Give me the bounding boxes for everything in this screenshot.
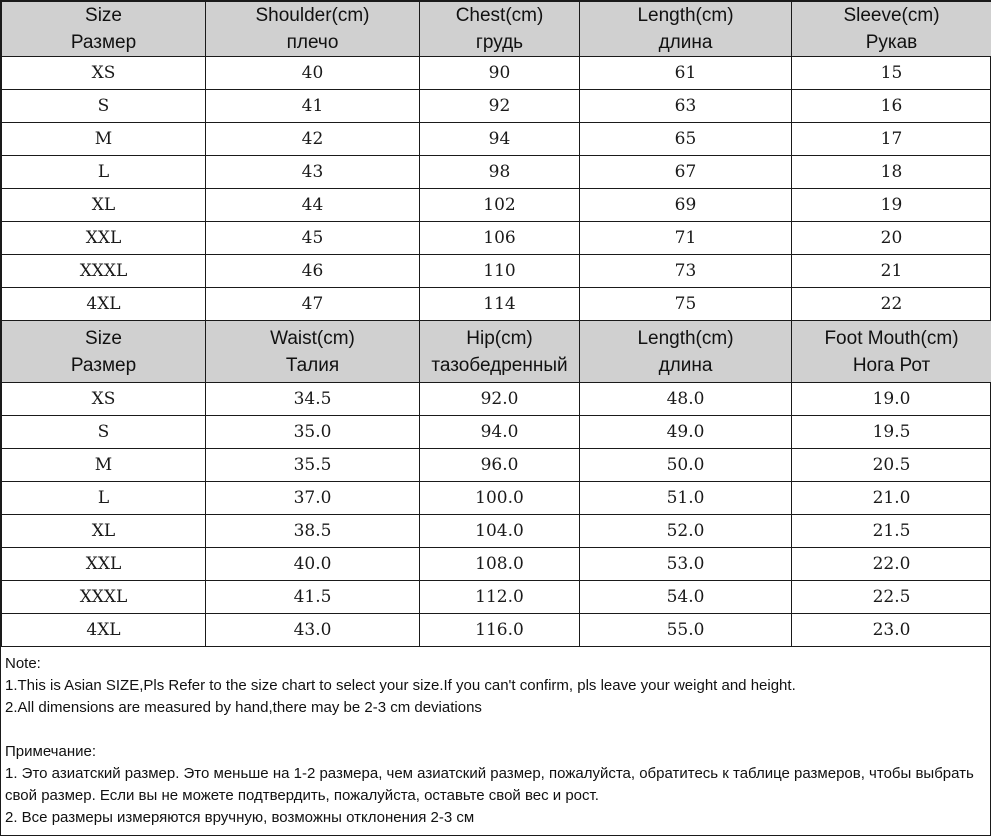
table2-header-col-5 [792, 321, 991, 383]
table-cell: 19.0 [792, 383, 991, 416]
table-cell: 46 [206, 255, 420, 288]
table-cell: 20.5 [792, 449, 991, 482]
table-cell: 40 [206, 57, 420, 90]
table-cell: 116.0 [420, 614, 580, 647]
table-cell: 43 [206, 156, 420, 189]
table-row [2, 548, 991, 581]
table1-header-col-5 [792, 2, 991, 57]
table-cell: 41 [206, 90, 420, 123]
table-cell: 104.0 [420, 515, 580, 548]
table-cell: 37.0 [206, 482, 420, 515]
header-label: Талия [285, 354, 340, 376]
notes-title-en: Note: [5, 655, 41, 672]
table-cell: XS [2, 383, 206, 416]
table-cell: 38.5 [206, 515, 420, 548]
table-cell: S [2, 90, 206, 123]
table-cell: 63 [580, 90, 792, 123]
table-cell: L [2, 156, 206, 189]
table-cell: XXXL [2, 581, 206, 614]
header-label: плечо [286, 32, 339, 53]
table-cell: 22.5 [792, 581, 991, 614]
table-cell: 16 [792, 90, 991, 123]
table-cell: 67 [580, 156, 792, 189]
table-row [2, 123, 991, 156]
header-label: Рукав [865, 32, 918, 53]
table-cell: 108.0 [420, 548, 580, 581]
table-cell: 98 [420, 156, 580, 189]
table-row [2, 581, 991, 614]
table-cell: 34.5 [206, 383, 420, 416]
table1-header-col-2 [206, 2, 420, 57]
table-cell: 21.5 [792, 515, 991, 548]
table-cell: 102 [420, 189, 580, 222]
table-cell: 53.0 [580, 548, 792, 581]
table-row [2, 255, 991, 288]
header-label: длина [658, 354, 713, 376]
table-cell: 106 [420, 222, 580, 255]
table-cell: 55.0 [580, 614, 792, 647]
table-cell: 61 [580, 57, 792, 90]
table-cell: 52.0 [580, 515, 792, 548]
table-row [2, 614, 991, 647]
size-chart-table [1, 1, 991, 647]
table-cell: 45 [206, 222, 420, 255]
header-label: Chest(cm) [455, 5, 544, 26]
notes-title-ru: Примечание: [5, 743, 96, 760]
table-cell: L [2, 482, 206, 515]
notes-section [1, 648, 990, 829]
table-row [2, 515, 991, 548]
header-label: Waist(cm) [270, 327, 355, 349]
table-cell: XL [2, 189, 206, 222]
table-row [2, 90, 991, 123]
table2-header-col-3 [420, 321, 580, 383]
table-cell: XL [2, 515, 206, 548]
header-label: длина [658, 32, 713, 53]
table-row [2, 416, 991, 449]
table-row [2, 189, 991, 222]
table-cell: 41.5 [206, 581, 420, 614]
table1-header-size [2, 2, 206, 57]
header-label: Размер [70, 32, 137, 53]
table-cell: XS [2, 57, 206, 90]
header-label: Shoulder(cm) [255, 5, 370, 26]
table-cell: 4XL [2, 288, 206, 321]
header-label: тазобедренный [431, 354, 568, 376]
note-ru-1: 1. Это азиатский размер. Это меньше на 1-2 размера, чем азиатский размер, пожалуйста, обратитесь к таблице размеров, чтобы выбрать свой размер. Если вы не можете подтвердить, пожалуйста, оставьте свой вес и рост. [5, 765, 974, 804]
table-cell: 49.0 [580, 416, 792, 449]
table-cell: 20 [792, 222, 991, 255]
table-cell: S [2, 416, 206, 449]
table-row [2, 156, 991, 189]
table2-header-col-2 [206, 321, 420, 383]
table-cell: 69 [580, 189, 792, 222]
table-cell: 65 [580, 123, 792, 156]
table-cell: 40.0 [206, 548, 420, 581]
table-cell: 94 [420, 123, 580, 156]
table-cell: 48.0 [580, 383, 792, 416]
table-cell: 35.0 [206, 416, 420, 449]
table-cell: 22.0 [792, 548, 991, 581]
table-cell: M [2, 449, 206, 482]
note-en-2: 2.All dimensions are measured by hand,there may be 2-3 cm deviations [5, 699, 482, 716]
table-cell: 42 [206, 123, 420, 156]
table-row [2, 288, 991, 321]
note-ru-2: 2. Все размеры измеряются вручную, возможны отклонения 2-3 см [5, 809, 475, 826]
table-cell: 19 [792, 189, 991, 222]
table-row [2, 482, 991, 515]
table1-header-row [2, 2, 991, 57]
header-label: Size [85, 327, 122, 349]
table-cell: 94.0 [420, 416, 580, 449]
table-row [2, 383, 991, 416]
table-cell: 43.0 [206, 614, 420, 647]
table2-header-size [2, 321, 206, 383]
table-cell: 22 [792, 288, 991, 321]
table-row [2, 57, 991, 90]
table2-header-row [2, 321, 991, 383]
table-cell: 75 [580, 288, 792, 321]
header-label: Нога Рот [852, 354, 931, 376]
header-label: Hip(cm) [466, 327, 533, 349]
table-cell: 50.0 [580, 449, 792, 482]
header-label: Length(cm) [637, 5, 734, 26]
table-cell: 71 [580, 222, 792, 255]
table-cell: 112.0 [420, 581, 580, 614]
header-label: Length(cm) [637, 327, 734, 349]
header-label: Размер [70, 354, 137, 376]
table1-header-col-3 [420, 2, 580, 57]
notes-spacer [5, 719, 990, 741]
table2-header-col-4 [580, 321, 792, 383]
table-cell: 110 [420, 255, 580, 288]
table1-header-col-4 [580, 2, 792, 57]
size-chart-body [2, 2, 991, 647]
table-cell: 21 [792, 255, 991, 288]
table-cell: 92.0 [420, 383, 580, 416]
table-cell: 47 [206, 288, 420, 321]
header-label: Size [85, 5, 122, 26]
table-cell: 51.0 [580, 482, 792, 515]
table-cell: 90 [420, 57, 580, 90]
table-cell: 44 [206, 189, 420, 222]
table-cell: 18 [792, 156, 991, 189]
table-cell: 15 [792, 57, 991, 90]
table-cell: 19.5 [792, 416, 991, 449]
table-cell: 73 [580, 255, 792, 288]
table-cell: 21.0 [792, 482, 991, 515]
table-cell: 23.0 [792, 614, 991, 647]
table-cell: 96.0 [420, 449, 580, 482]
table-cell: 114 [420, 288, 580, 321]
table-cell: XXL [2, 548, 206, 581]
note-en-1: 1.This is Asian SIZE,Pls Refer to the size chart to select your size.If you can't confirm, pls leave your weight and height. [5, 677, 796, 694]
table-cell: 54.0 [580, 581, 792, 614]
table-row [2, 222, 991, 255]
table-cell: 35.5 [206, 449, 420, 482]
table-cell: 100.0 [420, 482, 580, 515]
table-cell: XXL [2, 222, 206, 255]
table-cell: XXXL [2, 255, 206, 288]
header-label: Foot Mouth(cm) [824, 327, 959, 349]
table-cell: M [2, 123, 206, 156]
header-label: Sleeve(cm) [843, 5, 940, 26]
header-label: грудь [475, 32, 524, 53]
table-cell: 4XL [2, 614, 206, 647]
table-cell: 92 [420, 90, 580, 123]
table-cell: 17 [792, 123, 991, 156]
table-row [2, 449, 991, 482]
